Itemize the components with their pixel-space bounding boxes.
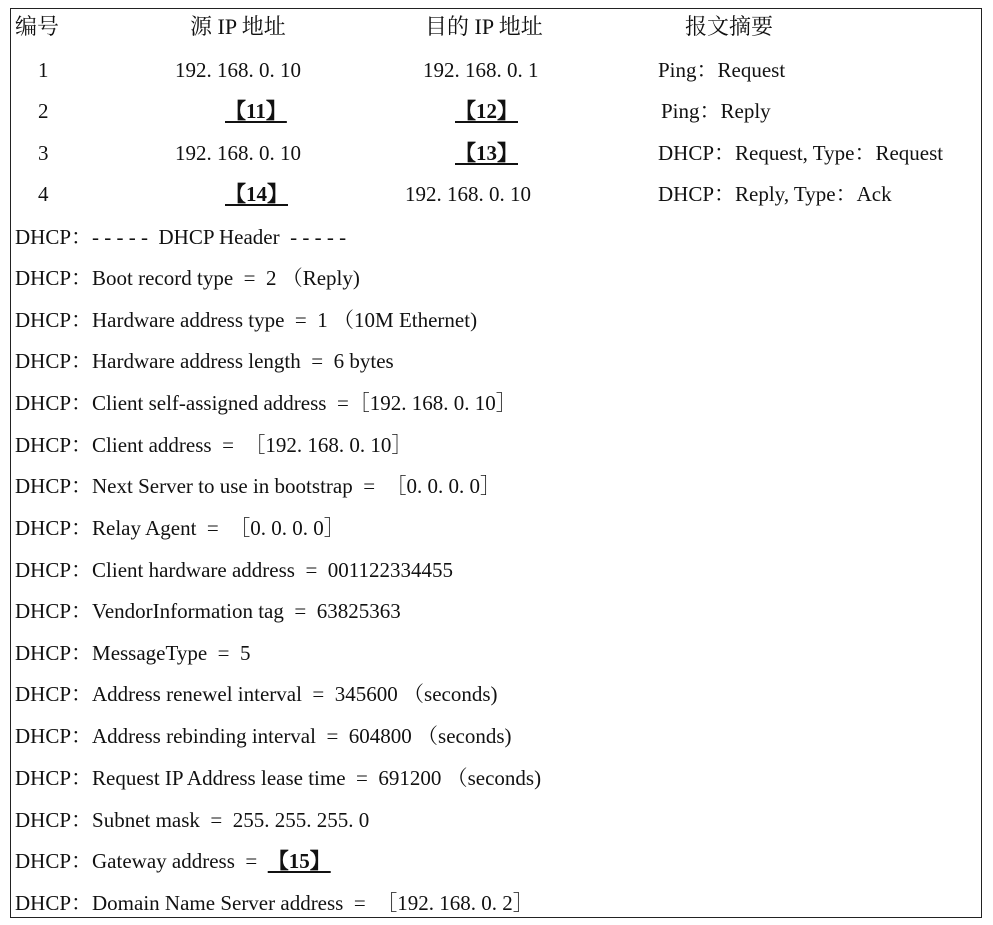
dhcp-address-renewal-interval: DHCP：Address renewel interval = 345600 （seconds): [15, 682, 498, 706]
header-number: 编号: [15, 14, 60, 39]
header-source-ip: 源 IP 地址: [190, 14, 286, 39]
row-4-destination-ip: 192. 168. 0. 10: [405, 182, 531, 206]
dhcp-subnet-mask: DHCP：Subnet mask = 255. 255. 255. 0: [15, 808, 370, 832]
row-1-summary: Ping：Request: [658, 58, 786, 82]
dhcp-relay-agent: DHCP：Relay Agent = ［0. 0. 0. 0］: [15, 516, 345, 540]
dhcp-next-server: DHCP：Next Server to use in bootstrap = ［0. 0. 0. 0］: [15, 474, 502, 498]
dhcp-client-address: DHCP：Client address = ［192. 168. 0. 10］: [15, 433, 413, 457]
dhcp-lease-time: DHCP：Request IP Address lease time = 691200 （seconds): [15, 766, 542, 790]
dhcp-message-type: DHCP：MessageType = 5: [15, 641, 251, 665]
header-destination-ip: 目的 IP 地址: [425, 14, 543, 39]
dhcp-gateway-blank: 【15】: [267, 849, 331, 873]
row-3-destination-ip-blank: 【13】: [455, 141, 518, 165]
dhcp-hardware-address-type: DHCP：Hardware address type = 1 （10M Ethernet): [15, 308, 478, 332]
dhcp-header-line: DHCP：- - - - - DHCP Header - - - - -: [15, 225, 347, 249]
dhcp-dns-address: DHCP：Domain Name Server address = ［192. 168. 0. 2］: [15, 891, 534, 915]
dhcp-client-hardware-address: DHCP：Client hardware address = 001122334455: [15, 558, 454, 582]
row-1-destination-ip: 192. 168. 0. 1: [423, 58, 539, 82]
row-1-source-ip: 192. 168. 0. 10: [175, 58, 301, 82]
row-4-summary: DHCP：Reply, Type：Ack: [658, 182, 892, 206]
dhcp-address-rebinding-interval: DHCP：Address rebinding interval = 604800 （seconds): [15, 724, 512, 748]
header-message-summary: 报文摘要: [685, 14, 774, 39]
row-3-number: 3: [38, 141, 49, 165]
dhcp-hardware-address-length: DHCP：Hardware address length = 6 bytes: [15, 349, 394, 373]
dhcp-client-self-assigned-address: DHCP：Client self-assigned address =［192. 168. 0. 10］: [15, 391, 517, 415]
row-1-number: 1: [38, 58, 49, 82]
row-2-number: 2: [38, 99, 49, 123]
dhcp-boot-record-type: DHCP：Boot record type = 2 （Reply): [15, 266, 360, 290]
dhcp-gateway-label: DHCP：Gateway address =: [15, 849, 268, 873]
row-2-destination-ip-blank: 【12】: [455, 99, 518, 123]
dhcp-vendor-information-tag: DHCP：VendorInformation tag = 63825363: [15, 599, 401, 623]
row-3-summary: DHCP：Request, Type：Request: [658, 141, 944, 165]
row-2-source-ip-blank: 【11】: [225, 99, 287, 123]
row-4-number: 4: [38, 182, 49, 206]
row-2-summary: Ping：Reply: [661, 99, 771, 123]
dhcp-gateway-address: [15, 848, 331, 874]
row-4-source-ip-blank: 【14】: [225, 182, 288, 206]
row-3-source-ip: 192. 168. 0. 10: [175, 141, 301, 165]
